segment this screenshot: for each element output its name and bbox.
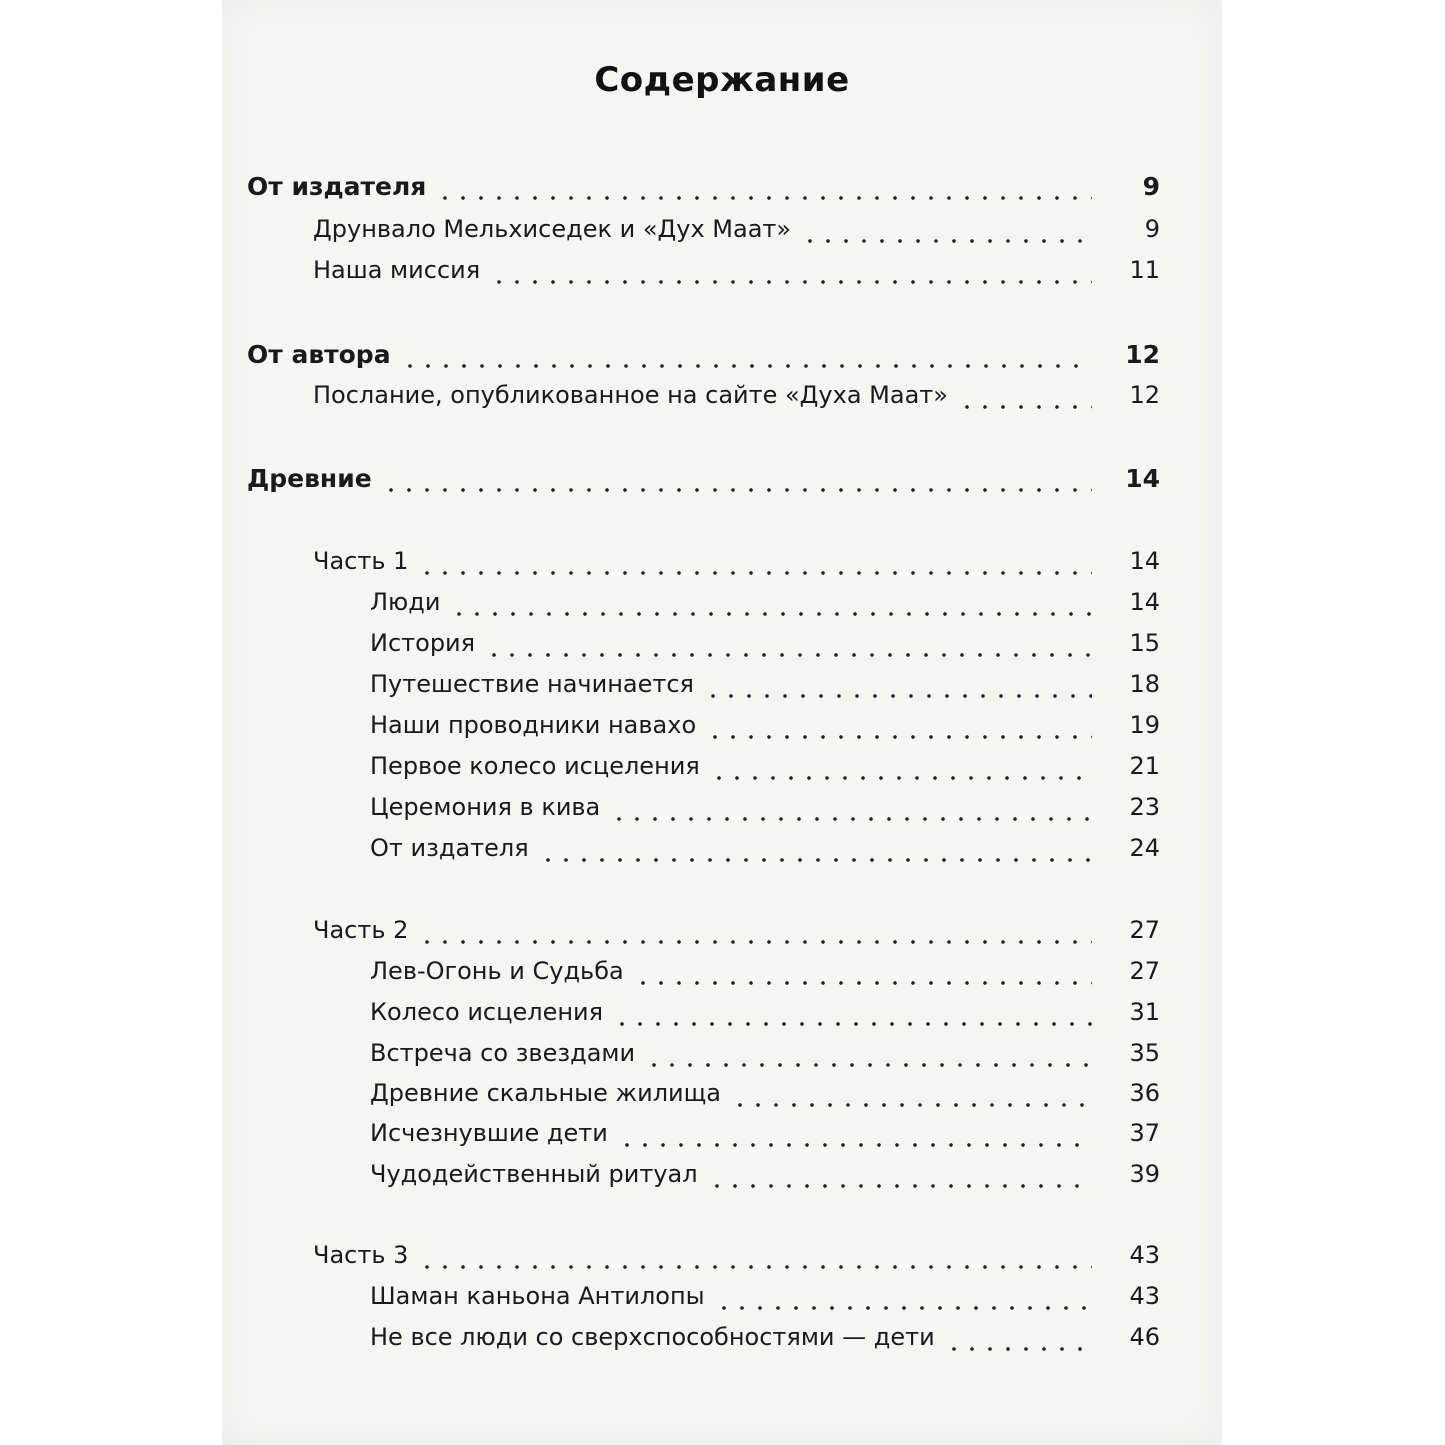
toc-label: Часть 2: [313, 916, 409, 944]
toc-page: 12: [1125, 340, 1160, 369]
toc-page: 18: [1129, 670, 1160, 698]
dot-leader: [634, 981, 1092, 985]
toc-entry: [370, 1323, 1160, 1359]
toc-page: 19: [1129, 711, 1160, 739]
dot-leader: [485, 653, 1092, 657]
toc-entry: [247, 464, 1160, 500]
toc-page: 27: [1129, 957, 1160, 985]
dot-leader: [418, 940, 1092, 944]
toc-label: Наша миссия: [313, 256, 481, 284]
page-title: Содержание: [594, 60, 850, 100]
dot-leader: [715, 1306, 1092, 1310]
toc-entry: [370, 1079, 1160, 1115]
toc-page: 11: [1129, 256, 1160, 284]
toc-label: Наши проводники навахо: [370, 711, 697, 739]
toc-label: Не все люди со сверхспособностями — дети: [370, 1323, 935, 1351]
toc-label: От издателя: [370, 834, 529, 862]
toc-entry: [370, 711, 1160, 747]
toc-entry: [370, 1282, 1160, 1318]
dot-leader: [613, 1022, 1092, 1026]
toc-page: 24: [1129, 834, 1160, 862]
toc-label: Встреча со звездами: [370, 1039, 636, 1067]
toc-page: 23: [1129, 793, 1160, 821]
toc-label: От издателя: [247, 172, 427, 201]
toc-label: Друнвало Мельхиседек и «Дух Маат»: [313, 215, 792, 243]
toc-entry: [313, 215, 1160, 251]
toc-page: 9: [1142, 172, 1160, 201]
toc-page: 43: [1129, 1241, 1160, 1269]
toc-entry: [247, 172, 1160, 208]
dot-leader: [436, 196, 1092, 200]
toc-entry: [313, 1241, 1160, 1277]
toc-page: 14: [1129, 547, 1160, 575]
toc-label: Колесо исцеления: [370, 998, 604, 1026]
toc-entry: [370, 1160, 1160, 1196]
toc-page: 14: [1129, 588, 1160, 616]
toc-entry: [313, 916, 1160, 952]
toc-entry: [313, 381, 1160, 417]
toc-page: 12: [1129, 381, 1160, 409]
toc-entry: [247, 340, 1160, 376]
dot-leader: [645, 1063, 1092, 1067]
toc-page: 27: [1129, 916, 1160, 944]
toc-label: Часть 3: [313, 1241, 409, 1269]
dot-leader: [801, 239, 1092, 243]
dot-leader: [418, 1265, 1092, 1269]
toc-page: 14: [1125, 464, 1160, 493]
dot-leader: [610, 817, 1092, 821]
toc-label: Исчезнувшие дети: [370, 1119, 608, 1147]
toc-entry: [370, 670, 1160, 706]
toc-label: История: [370, 629, 476, 657]
toc-label: Послание, опубликованное на сайте «Духа Маат»: [313, 381, 948, 409]
dot-leader: [708, 1184, 1092, 1188]
toc-entry: [370, 834, 1160, 870]
toc-entry: [370, 1039, 1160, 1075]
toc-entry: [370, 1119, 1160, 1155]
toc-label: Путешествие начинается: [370, 670, 694, 698]
toc-entry: [313, 256, 1160, 292]
toc-page: 35: [1129, 1039, 1160, 1067]
toc-label: Люди: [370, 588, 441, 616]
dot-leader: [418, 571, 1092, 575]
toc-label: Древние: [247, 464, 372, 493]
toc-entry: [313, 547, 1160, 583]
dot-leader: [382, 488, 1092, 492]
toc-page: 21: [1129, 752, 1160, 780]
toc-label: Часть 1: [313, 547, 409, 575]
toc-label: Лев-Огонь и Судьба: [370, 957, 624, 985]
dot-leader: [945, 1347, 1092, 1351]
toc-entry: [370, 588, 1160, 624]
toc-page: 15: [1129, 629, 1160, 657]
dot-leader: [618, 1143, 1092, 1147]
toc-entry: [370, 998, 1160, 1034]
toc-page: 36: [1129, 1079, 1160, 1107]
toc-entry: [370, 629, 1160, 665]
dot-leader: [958, 405, 1092, 409]
dot-leader: [710, 776, 1092, 780]
toc-page: 39: [1129, 1160, 1160, 1188]
toc-label: Шаман каньона Антилопы: [370, 1282, 705, 1310]
toc-page: 9: [1144, 215, 1160, 243]
dot-leader: [706, 735, 1092, 739]
toc-page: 31: [1129, 998, 1160, 1026]
dot-leader: [731, 1103, 1092, 1107]
toc-entry: [370, 793, 1160, 829]
toc-label: Чудодейственный ритуал: [370, 1160, 698, 1188]
dot-leader: [539, 858, 1092, 862]
toc-label: Древние скальные жилища: [370, 1079, 721, 1107]
toc-entry: [370, 957, 1160, 993]
dot-leader: [704, 694, 1092, 698]
toc-label: Первое колесо исцеления: [370, 752, 700, 780]
dot-leader: [401, 364, 1092, 368]
toc-page: 37: [1129, 1119, 1160, 1147]
toc-page: 46: [1129, 1323, 1160, 1351]
toc-page: 43: [1129, 1282, 1160, 1310]
toc-label: От автора: [247, 340, 391, 369]
toc-entry: [370, 752, 1160, 788]
dot-leader: [490, 280, 1092, 284]
dot-leader: [450, 612, 1092, 616]
toc-label: Церемония в кива: [370, 793, 601, 821]
